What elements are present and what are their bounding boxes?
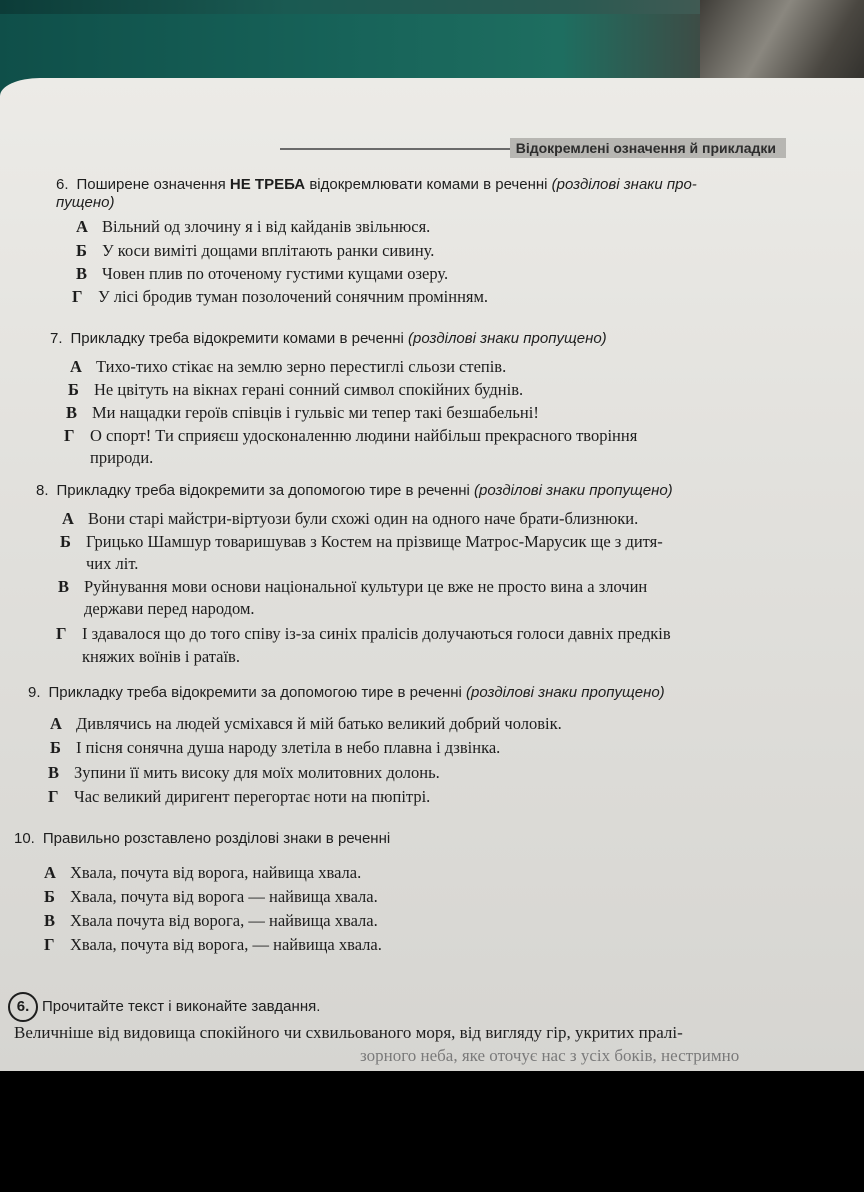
q6-option-a: А Вільний од злочину я і від кайданів звільнюся.: [76, 217, 431, 236]
question-8: [36, 482, 673, 500]
question-number: 6.: [56, 176, 69, 193]
task-text: Прочитайте текст і виконайте завдання.: [42, 998, 321, 1015]
question-text: Прикладку треба відокремити комами в реченні: [70, 330, 404, 347]
question-text: Прикладку треба відокремити за допомогою тире в реченні: [48, 684, 462, 701]
question-10: [14, 830, 390, 848]
q6-option-b: Б У коси виміті дощами вплітають ранки сивину.: [76, 241, 435, 260]
question-9: [28, 684, 665, 702]
page-header: Відокремлені означення й прикладки: [510, 138, 786, 158]
q8-option-c-cont: держави перед народом.: [84, 599, 255, 618]
q10-option-c: В Хвала почута від ворога, — найвища хвала.: [44, 911, 378, 930]
q9-option-b: Б І пісня сонячна душа народу злетіла в небо плавна і дзвінка.: [50, 738, 501, 757]
task-number-badge: 6.: [8, 992, 38, 1022]
q7-option-c: В Ми нащадки героїв співців і гульвіс ми тепер такі безшабельні!: [66, 403, 539, 422]
q8-option-b: Б Грицько Шамшур товаришував з Костем на прізвище Матрос-Марусик ще з дитя-: [60, 532, 663, 551]
task-heading: [8, 992, 320, 1022]
q9-option-d: Г Час великий диригент перегортає ноти на пюпітрі.: [48, 787, 431, 806]
question-number: 9.: [28, 684, 41, 701]
q8-option-a: А Вони старі майстри-віртуози були схожі один на одного наче брати-близнюки.: [62, 509, 639, 528]
question-note: (розділові знаки про-: [551, 176, 697, 193]
passage-line-2: зорного неба, яке оточує нас з усіх боків, нестримно: [360, 1046, 740, 1065]
question-note: (розділові знаки пропущено): [474, 482, 673, 499]
q7-option-d: Г О спорт! Ти сприяєш удосконаленню людини найбільш прекрасного творіння: [64, 426, 638, 445]
q10-option-b: Б Хвала, почута від ворога — найвища хвала.: [44, 887, 378, 906]
question-number: 10.: [14, 830, 35, 847]
q6-option-d: Г У лісі бродив туман позолочений сонячним промінням.: [72, 287, 489, 306]
q8-option-d: Г І здавалося що до того співу із-за синіх пралісів долучаються голоси давніх предків: [56, 624, 671, 643]
question-note-cont: пущено): [56, 194, 115, 211]
question-number: 7.: [50, 330, 63, 347]
q9-option-c: В Зупини її мить високу для моїх молитовних долонь.: [48, 763, 440, 782]
question-7: [50, 330, 607, 348]
photo-bottom-edge: [0, 1071, 864, 1192]
q6-option-c: В Човен плив по оточеному густими кущами озеру.: [76, 264, 449, 283]
question-emphasis: НЕ ТРЕБА: [229, 176, 306, 193]
question-text: відокремлювати комами в реченні: [309, 176, 548, 193]
q8-option-b-cont: чих літ.: [86, 554, 139, 573]
question-text: Правильно розставлено розділові знаки в реченні: [42, 830, 391, 847]
q7-option-b: Б Не цвітуть на вікнах герані сонний символ спокійних буднів.: [68, 380, 524, 399]
q7-option-a: А Тихо-тихо стікає на землю зерно перестиглі сльози степів.: [70, 357, 507, 376]
q10-option-d: Г Хвала, почута від ворога, — найвища хвала.: [44, 935, 382, 954]
question-number: 8.: [36, 482, 49, 499]
q9-option-a: А Дивлячись на людей усміхався й мій батько великий добрий чоловік.: [50, 714, 562, 733]
q10-option-a: А Хвала, почута від ворога, найвища хвала.: [44, 863, 362, 882]
question-text: Прикладку треба відокремити за допомогою тире в реченні: [56, 482, 470, 499]
q8-option-d-cont: княжих воїнів і ратаїв.: [82, 647, 240, 666]
question-lead: Поширене означення: [76, 176, 226, 193]
question-note: (розділові знаки пропущено): [408, 330, 607, 347]
q7-option-d-cont: природи.: [90, 448, 154, 467]
question-note: (розділові знаки пропущено): [466, 684, 665, 701]
question-6: [56, 176, 796, 212]
passage-line-1: Величніше від видовища спокійного чи схвильованого моря, від вигляду гір, укритих пралі-: [14, 1023, 683, 1042]
q8-option-c: В Руйнування мови основи національної культури це вже не просто вина а злочин: [58, 577, 648, 596]
